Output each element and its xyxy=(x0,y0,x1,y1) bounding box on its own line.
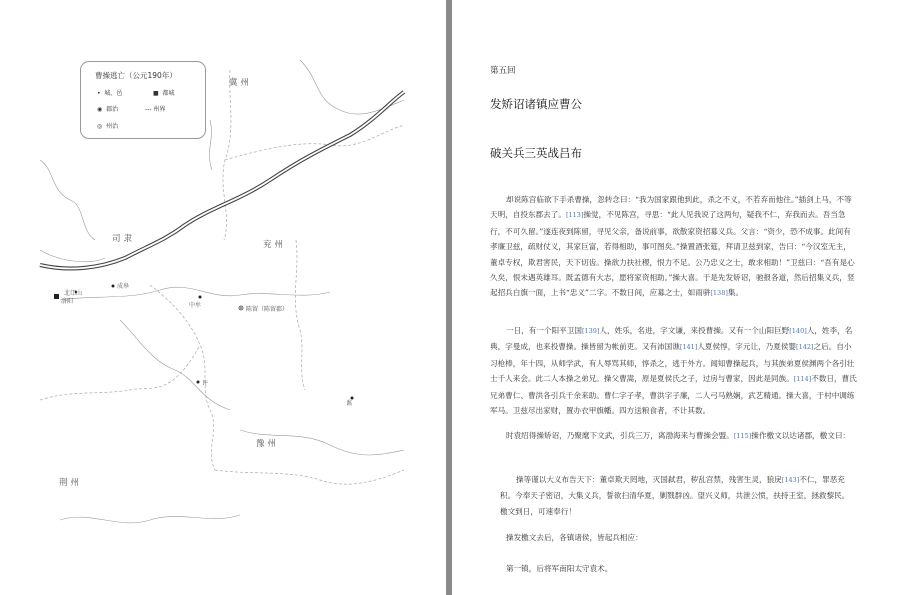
city-dot xyxy=(199,296,202,299)
paragraph-1: 却说陈宫临欲下手杀曹操，忽转念曰：“我为国家跟他到此，杀之不义，不若弃而他往。”插剑上马，不等天明，自投东郡去了。[113]操觉，不见陈宫，寻思：“此人见我说了这两句，疑我不仁，弃我而去。吾当急行，不可久留。”遂连夜到陈留，寻见父亲，备说前事，欲散家资招募义兵。父言：“资少，恐不成事。此间有孝廉卫兹，疏财仗义，其家巨富，若得相助，事可图矣。”操置酒张筵，拜请卫兹到家，告曰：“今汉室无主，董卓专权，欺君害民，天下切齿。操欲力扶社稷，恨力不足。公乃忠义之士，敢求相助！”卫兹曰：“吾有是心久矣，恨未遇英雄耳。既孟德有大志，愿将家资相助。”操大喜。于是先发矫诏，驰报各道，然后招集义兵，竖起招兵白旗一面，上书“忠义”二字。不数日间，应募之士，如雨骈[138]集。 xyxy=(490,195,855,298)
commandery-marker-center xyxy=(240,307,242,309)
footnote-link-141[interactable]: [141] xyxy=(679,343,698,352)
footnote-link-139[interactable]: [139] xyxy=(581,327,600,335)
city-label-zhongmou: 中牟 xyxy=(189,302,202,309)
city-label-beimangshan: 北邙山 xyxy=(64,290,83,297)
capital-marker xyxy=(54,294,59,299)
city-label-chenliu: 陈留（陈留郡） xyxy=(246,306,289,313)
legend-title: 曹操逃亡（公元190年） xyxy=(95,71,177,80)
city-dot xyxy=(112,285,115,288)
footnote-link-143[interactable]: [143] xyxy=(781,476,800,484)
chapter-number: 第五回 xyxy=(490,66,516,76)
legend-item-capital: ■ 都城 xyxy=(153,90,175,97)
city-label-luoyang: 洛阳 xyxy=(61,298,74,305)
footnote-link-138[interactable]: [138] xyxy=(710,289,728,298)
legend-item-commandery: ◉ 郡治 xyxy=(97,106,119,113)
legend-item-province-seat: ◎ 州治 xyxy=(97,123,119,130)
city-label-chenggao: 成皋 xyxy=(117,283,130,290)
chapter-title-line-2: 破关兵三英战吕布 xyxy=(490,146,582,160)
city-label-qiao: 谯 xyxy=(346,400,353,407)
proclamation-text: 操等谨以大义布告天下：董卓欺天罔地，灭国弑君，秽乱宫禁，残害生灵，狼戾[143]不仁，罪恶充积。今奉天子密诏，大集义兵，誓欲扫清华夏，剿戮群凶。望兴义师，共泄公愤，扶持王室，拯救黎民。檄文到日，可速奉行！ xyxy=(500,475,850,516)
paragraph-5: 操发檄文去后，各镇诸侯，皆起兵相应： xyxy=(506,533,643,542)
region-label-sili: 司隶 xyxy=(112,234,136,244)
map-page xyxy=(0,0,446,595)
footnote-link-142[interactable]: [142] xyxy=(796,343,814,352)
region-label-yanzhou: 兖州 xyxy=(263,240,287,250)
city-dot xyxy=(197,381,200,384)
region-label-jizhou: 冀州 xyxy=(229,78,253,88)
region-label-yuzhou: 豫州 xyxy=(256,439,280,449)
text-page xyxy=(452,0,899,595)
paragraph-2: 一日，有一个阳平卫国[139]人，姓乐，名进，字文谦，来投曹操。又有一个山阳巨野[140]人，姓李，名典，字曼成，也来投曹操。操皆留为帐前吏。又有沛国谯[141]人夏侯惇，字元让，乃夏侯婴[142]之后。自小习枪棒，年十四，从师学武，有人辱骂其师，惇杀之，逃于外方。闻知曹操起兵，与其族弟夏侯渊两个各引壮士千人来会。此二人本操之弟兄。操父曹嵩，原是夏侯氏之子，过房与曹家，因此是同族。[114]不数日，曹氏兄弟曹仁、曹洪各引兵千余来助。曹仁字子孝，曹洪字子廉，二人弓马熟娴，武艺精通。操大喜，于村中调练军马。卫兹尽出家财，置办衣甲旗幡。四方送粮食者，不计其数。 xyxy=(490,326,857,416)
region-label-jingzhou: 荆州 xyxy=(59,478,83,488)
footnote-link-113[interactable]: [113] xyxy=(565,211,584,220)
footnote-link-140[interactable]: [140] xyxy=(789,327,807,335)
city-label-xu: 许 xyxy=(202,380,209,387)
paragraph-6: 第一镇，后将军南阳太守袁术。 xyxy=(506,564,613,573)
chapter-title-line-1: 发矫诏诸镇应曹公 xyxy=(490,97,582,111)
paragraph-3: 时袁绍得操矫诏，乃聚麾下文武，引兵三万，离渤海来与曹操会盟。[115]操作檄文以达诸郡，檄文曰： xyxy=(506,431,851,440)
legend-item-city: • 城、邑 xyxy=(97,90,123,97)
map-legend xyxy=(80,61,206,139)
footnote-link-115[interactable]: [115] xyxy=(733,432,752,440)
legend-item-boundary: --- 州界 xyxy=(145,106,166,113)
footnote-link-114[interactable]: [114] xyxy=(793,375,812,384)
